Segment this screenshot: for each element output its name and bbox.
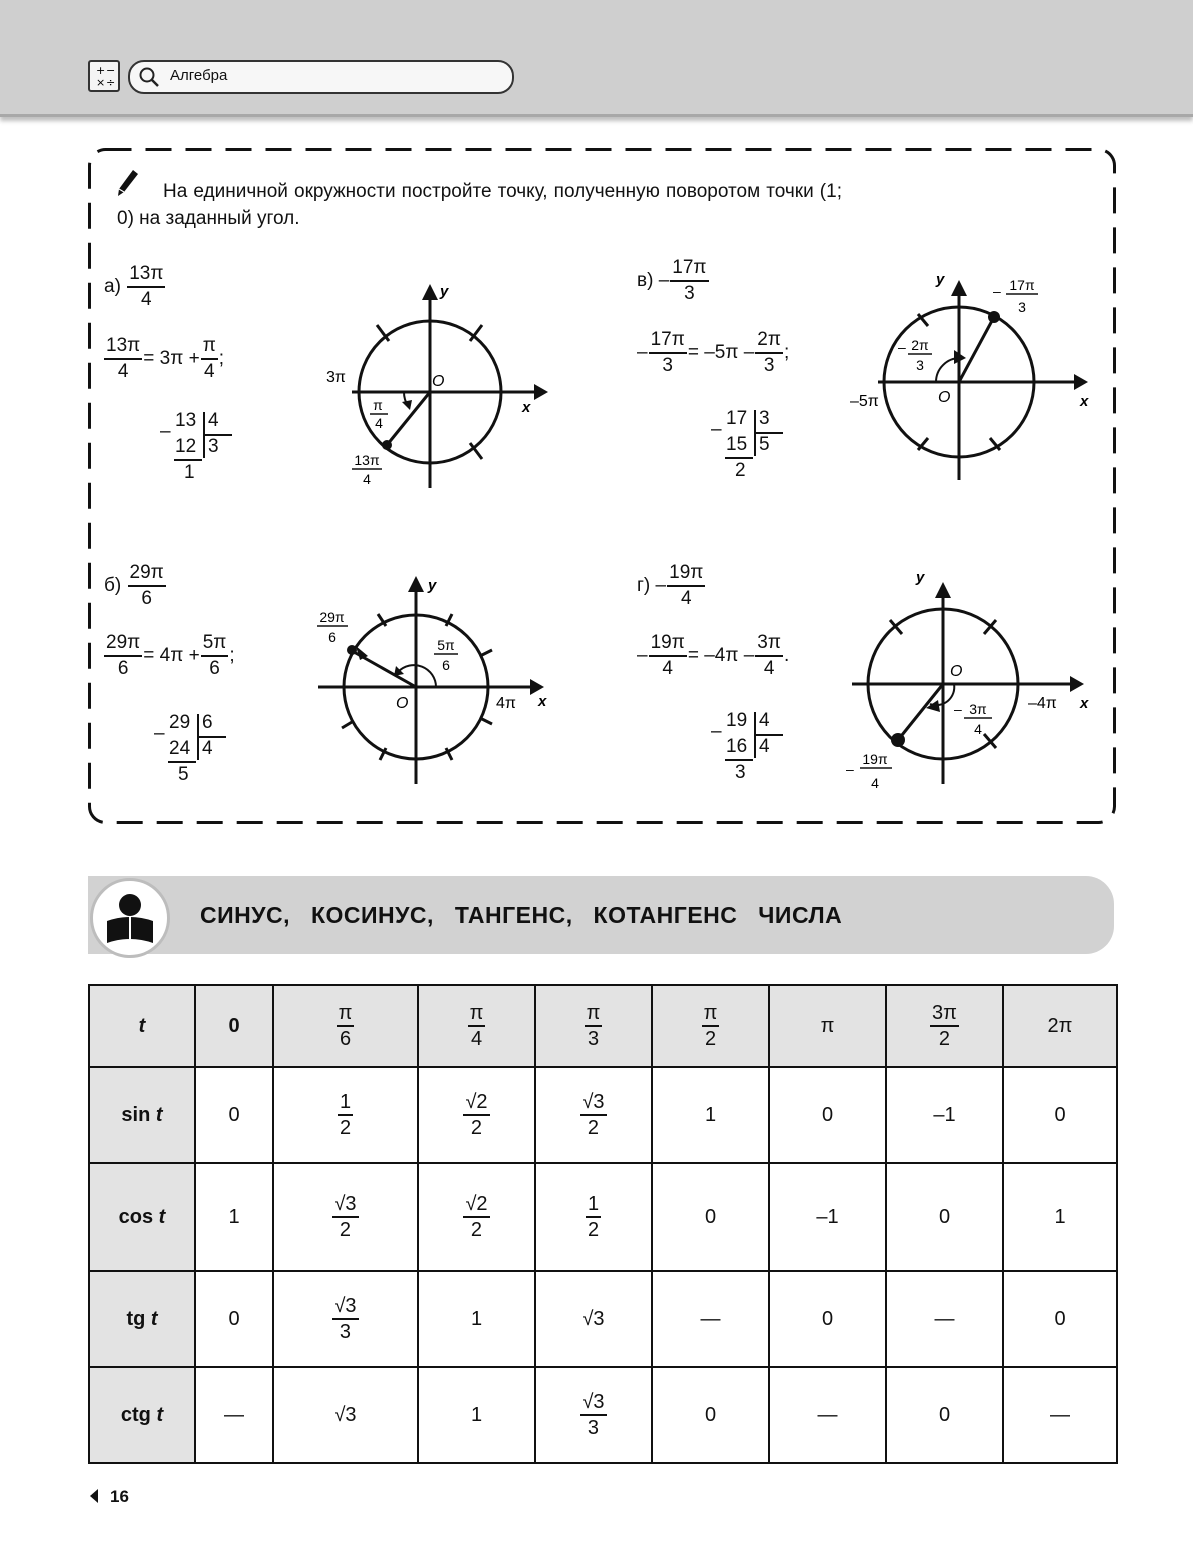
unit-circle-a xyxy=(322,278,562,500)
item-b-equation: $\frac{29\pi}{6}$ = 4π + $\frac{5\pi}{6}$ ; xyxy=(106,632,235,679)
svg-text:2π: 2π xyxy=(911,337,929,353)
svg-text:+: + xyxy=(96,64,106,77)
svg-text:4: 4 xyxy=(375,415,383,431)
row-label: ctg t xyxy=(89,1367,195,1463)
unit-circle-c xyxy=(848,266,1100,488)
svg-text:–: – xyxy=(993,283,1001,299)
table-cell: $\frac{√3}{3}$ xyxy=(273,1271,418,1367)
table-row-tg xyxy=(89,1271,1117,1367)
header-cell: $\frac{\pi}{4}$ xyxy=(418,985,535,1067)
svg-text:3: 3 xyxy=(916,357,924,373)
table-cell: 0 xyxy=(769,1067,886,1163)
item-b-division: – 29 6 24 4 5 xyxy=(154,712,213,785)
svg-text:29π: 29π xyxy=(319,609,345,625)
table-cell: 1 xyxy=(418,1367,535,1463)
svg-text:x: x xyxy=(538,693,547,710)
svg-text:O: O xyxy=(950,663,963,680)
svg-text:y: y xyxy=(440,283,449,300)
row-label: cos t xyxy=(89,1163,195,1271)
item-c-heading: в) – $\frac{17\pi}{3}$ xyxy=(637,257,707,304)
header-cell: 0 xyxy=(195,985,273,1067)
table-cell: 0 xyxy=(886,1163,1003,1271)
table-cell: 0 xyxy=(195,1271,273,1367)
svg-text:–4π: –4π xyxy=(1028,695,1057,712)
table-cell: –1 xyxy=(769,1163,886,1271)
item-d-equation: – $\frac{19\pi}{4}$ = –4π – $\frac{3\pi}{4}$ . xyxy=(637,632,790,679)
header-cell: 2π xyxy=(1003,985,1117,1067)
svg-text:4: 4 xyxy=(871,775,879,791)
table-cell: 1 xyxy=(652,1067,769,1163)
table-cell: –1 xyxy=(886,1067,1003,1163)
svg-text:–: – xyxy=(954,701,962,717)
svg-text:–: – xyxy=(846,761,854,777)
table-cell: — xyxy=(195,1367,273,1463)
svg-text:–5π: –5π xyxy=(850,393,879,410)
svg-text:O: O xyxy=(938,389,951,406)
table-cell: $\frac{√2}{2}$ xyxy=(418,1163,535,1271)
table-cell: $\frac{√3}{2}$ xyxy=(535,1067,652,1163)
item-b-heading: б) $\frac{29\pi}{6}$ xyxy=(104,562,164,609)
table-cell: 0 xyxy=(652,1367,769,1463)
svg-text:−: − xyxy=(106,64,116,77)
search-input[interactable] xyxy=(128,60,514,94)
item-d-division: – 19 4 16 4 3 xyxy=(711,710,770,783)
header-cell: $\frac{\pi}{3}$ xyxy=(535,985,652,1067)
svg-text:x: x xyxy=(1080,393,1089,410)
unit-circle-d xyxy=(842,568,1100,794)
item-a-division: – 13 4 12 3 1 xyxy=(160,410,219,483)
table-cell: √3 xyxy=(273,1367,418,1463)
table-cell: $\frac{1}{2}$ xyxy=(273,1067,418,1163)
svg-text:×: × xyxy=(96,76,106,89)
table-cell: $\frac{√2}{2}$ xyxy=(418,1067,535,1163)
row-label: tg t xyxy=(89,1271,195,1367)
table-cell: 1 xyxy=(418,1271,535,1367)
header-cell-t: t xyxy=(89,985,195,1067)
fraction: $\frac{13\pi}{4}$ xyxy=(129,263,164,310)
svg-text:y: y xyxy=(936,271,945,288)
header-cell: $\frac{\pi}{2}$ xyxy=(652,985,769,1067)
top-bar xyxy=(0,0,1193,117)
table-cell: $\frac{√3}{3}$ xyxy=(535,1367,652,1463)
trig-values-table xyxy=(88,984,1118,1464)
table-cell: √3 xyxy=(535,1271,652,1367)
row-label: sin t xyxy=(89,1067,195,1163)
svg-text:6: 6 xyxy=(328,629,336,645)
svg-text:÷: ÷ xyxy=(106,76,116,89)
table-row-cos xyxy=(89,1163,1117,1271)
table-cell: 0 xyxy=(1003,1271,1117,1367)
search-icon[interactable] xyxy=(138,66,160,93)
svg-text:19π: 19π xyxy=(862,751,888,767)
svg-text:4: 4 xyxy=(363,471,371,487)
svg-text:x: x xyxy=(522,399,531,416)
task-instruction: На единичной окружности постройте точку, полученную поворотом точки (1; 0) на заданный угол. xyxy=(117,181,842,229)
header-cell: $\frac{3\pi}{2}$ xyxy=(886,985,1003,1067)
table-cell: 0 xyxy=(1003,1067,1117,1163)
svg-text:3: 3 xyxy=(1018,299,1026,315)
section-title: СИНУС, КОСИНУС, ТАНГЕНС, КОТАНГЕНС ЧИСЛА xyxy=(200,902,843,928)
svg-text:3π: 3π xyxy=(326,369,346,386)
table-cell: 1 xyxy=(1003,1163,1117,1271)
svg-text:3π: 3π xyxy=(969,701,987,717)
svg-text:5π: 5π xyxy=(437,637,455,653)
svg-text:π: π xyxy=(373,397,383,413)
svg-text:O: O xyxy=(432,373,445,390)
item-a-equation: $\frac{13\pi}{4}$ = 3π + $\frac{\pi}{4}$ ; xyxy=(106,335,225,382)
table-cell: — xyxy=(1003,1367,1117,1463)
table-cell: 0 xyxy=(886,1367,1003,1463)
svg-text:y: y xyxy=(428,577,437,594)
unit-circle-b xyxy=(312,572,562,790)
table-header-row xyxy=(89,985,1117,1067)
table-row-ctg xyxy=(89,1367,1117,1463)
table-cell: — xyxy=(886,1271,1003,1367)
table-cell: 1 xyxy=(195,1163,273,1271)
svg-text:17π: 17π xyxy=(1009,277,1035,293)
table-cell: — xyxy=(652,1271,769,1367)
table-cell: 0 xyxy=(652,1163,769,1271)
header-cell: π xyxy=(769,985,886,1067)
svg-text:y: y xyxy=(916,569,925,586)
header-cell: $\frac{\pi}{6}$ xyxy=(273,985,418,1067)
table-cell: 0 xyxy=(769,1271,886,1367)
svg-text:13π: 13π xyxy=(354,452,380,468)
svg-text:O: O xyxy=(396,695,409,712)
calculator-icon[interactable] xyxy=(88,60,120,92)
svg-text:4: 4 xyxy=(974,721,982,737)
item-c-division: – 17 3 15 5 2 xyxy=(711,408,770,481)
item-a-heading: а) $\frac{13\pi}{4}$ xyxy=(104,263,164,310)
svg-text:4π: 4π xyxy=(496,695,516,712)
reader-book-icon xyxy=(90,878,170,958)
svg-text:–: – xyxy=(898,339,906,355)
table-cell: $\frac{√3}{2}$ xyxy=(273,1163,418,1271)
page-number: 16 xyxy=(90,1487,129,1507)
table-cell: — xyxy=(769,1367,886,1463)
table-cell: 0 xyxy=(195,1067,273,1163)
item-c-equation: – $\frac{17\pi}{3}$ = –5π – $\frac{2\pi}{3}$ ; xyxy=(637,329,790,376)
table-cell: $\frac{1}{2}$ xyxy=(535,1163,652,1271)
svg-text:x: x xyxy=(1080,695,1089,712)
svg-text:6: 6 xyxy=(442,657,450,673)
search-text: Алгебра xyxy=(170,67,228,84)
table-row-sin xyxy=(89,1067,1117,1163)
previous-page-icon[interactable] xyxy=(90,1489,98,1503)
item-d-heading: г) – $\frac{19\pi}{4}$ xyxy=(637,562,704,609)
